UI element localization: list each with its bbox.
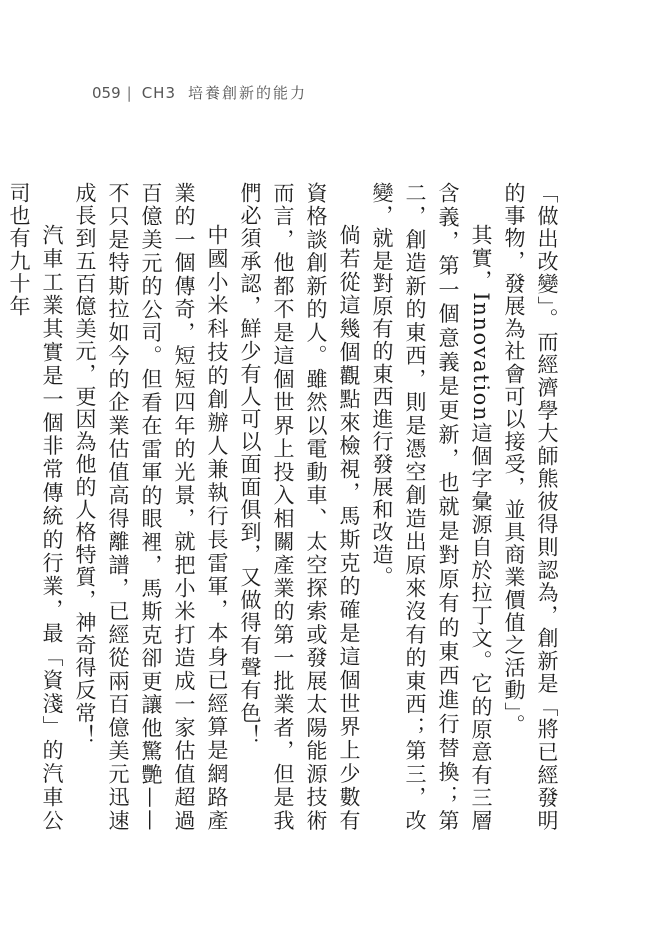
page-number: 059: [92, 84, 121, 102]
paragraph: 「做出改變」。而經濟學大師熊彼得則認為，創新是「將已經發明的事物，發展為社會可以接受，並具商業價值之活動」。: [502, 182, 559, 832]
paragraph: 中國小米科技的創辦人兼執行長雷軍，本身已經算是網路產業的一個傳奇，短短四年的光景，就把小米打造成一家估值超過百億美元的公司。但看在雷軍的眼裡，馬斯克卻更讓他驚艷——不只是特斯拉如今的企業估值高得離譜，已經從兩百億美元迅速成長到五百億美元，更因為他的人格特質，神奇得反常！: [73, 182, 229, 832]
running-header: [92, 84, 307, 102]
body-text: [2, 182, 563, 832]
paragraph: 倘若從這幾個觀點來檢視，馬斯克的確是這個世界上少數有資格談創新的人。雖然以電動車、太空探索或發展太陽能源技術而言，他都不是這個世界上投入相關產業的第一批業者，但是我們必須承認，鮮少有人可以面面俱到，又做得有聲有色！: [238, 182, 361, 832]
header-separator: |: [126, 84, 132, 102]
paragraph: 汽車工業其實是一個非常傳統的行業，最「資淺」的汽車公司也有九十年: [7, 182, 64, 832]
chapter-title: 培養創新的能力: [188, 84, 308, 102]
chapter-label: CH3: [141, 84, 176, 102]
paragraph: 其實，Innovation這個字彙源自於拉丁文。它的原意有三層含義，第一個意義是更新，也就是對原有的東西進行替換；第二，創造新的東西，則是憑空創造出原來沒有的東西；第三，改變，就是對原有的東西進行發展和改造。: [370, 182, 493, 832]
